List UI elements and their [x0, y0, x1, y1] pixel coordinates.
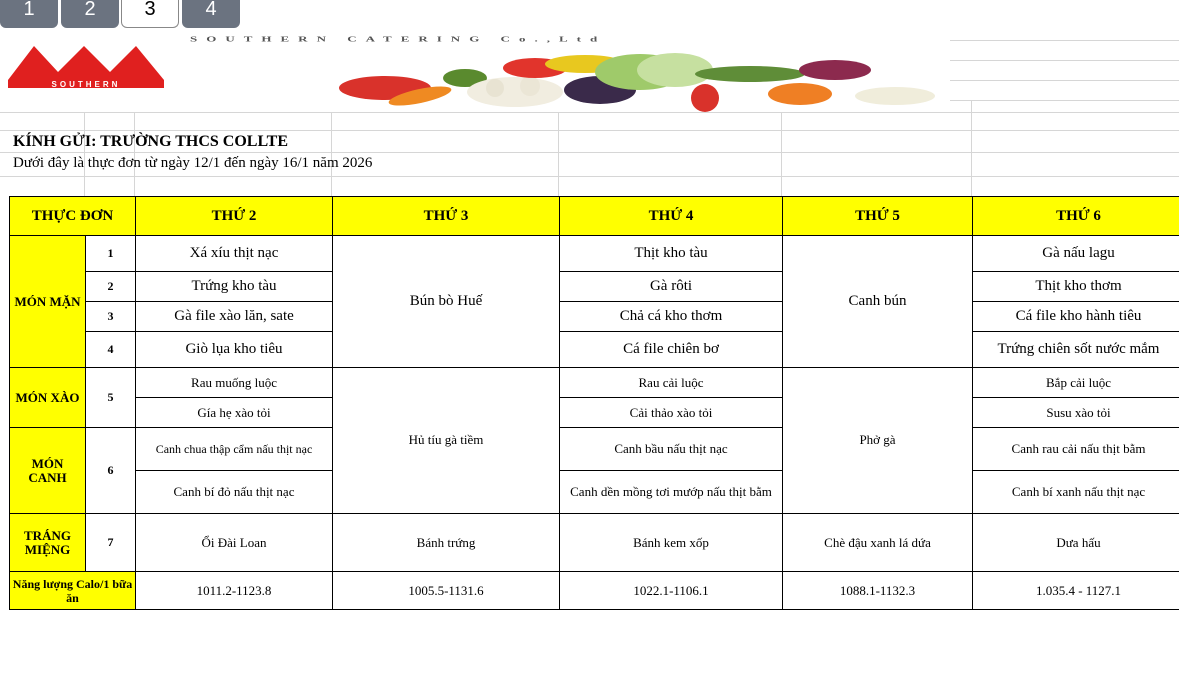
header-row — [10, 197, 1179, 236]
cell-thu2-man-2: Trứng kho tàu — [136, 272, 333, 302]
item-number: 3 — [86, 302, 136, 332]
category-trang-mieng: TRÁNG MIỆNG — [10, 514, 86, 572]
cell-thu2-calo: 1011.2-1123.8 — [136, 572, 333, 610]
cell-thu2-xao-2: Gía hẹ xào tỏi — [136, 398, 333, 428]
item-number: 5 — [86, 368, 136, 428]
cell-thu6-xao-2: Susu xào tỏi — [973, 398, 1179, 428]
cell-thu2-man-1: Xá xíu thịt nạc — [136, 236, 333, 272]
table-row — [10, 332, 1179, 368]
header-thu3: THỨ 3 — [333, 197, 560, 236]
weekly-menu-table — [9, 196, 1179, 610]
cell-thu6-man-3: Cá file kho hành tiêu — [973, 302, 1179, 332]
cell-thu4-man-2: Gà rôti — [560, 272, 783, 302]
table-row — [10, 272, 1179, 302]
cell-thu4-canh-2: Canh dền mồng tơi mướp nấu thịt bằm — [560, 471, 783, 514]
menu-date-range: Dưới đây là thực đơn từ ngày 12/1 đến ngày 16/1 năm 2026 — [13, 155, 373, 171]
table-row — [10, 302, 1179, 332]
sheet-tab-2[interactable]: 2 — [61, 0, 119, 28]
table-row — [10, 398, 1179, 428]
table-row — [10, 236, 1179, 272]
sheet-tab-4[interactable]: 4 — [182, 0, 240, 28]
cell-thu5-man: Canh bún — [783, 236, 973, 368]
company-name: SOUTHERN CATERING Co.,Ltd — [190, 36, 607, 44]
cell-thu6-man-4: Trứng chiên sốt nước mắm — [973, 332, 1179, 368]
cell-thu6-canh-2: Canh bí xanh nấu thịt nạc — [973, 471, 1179, 514]
item-number: 7 — [86, 514, 136, 572]
cell-thu4-calo: 1022.1-1106.1 — [560, 572, 783, 610]
cell-thu4-man-1: Thịt kho tàu — [560, 236, 783, 272]
table-row — [10, 428, 1179, 471]
sheet-tabs — [0, 0, 260, 30]
cell-thu3-trang-mieng: Bánh trứng — [333, 514, 560, 572]
cell-thu3-xao-canh: Hủ tíu gà tiềm — [333, 368, 560, 514]
recipient-heading: KÍNH GỬI: TRƯỜNG THCS COLLTE — [13, 133, 289, 150]
cell-thu6-man-1: Gà nấu lagu — [973, 236, 1179, 272]
southern-logo — [6, 42, 166, 88]
table-row — [10, 572, 1179, 610]
cell-thu6-trang-mieng: Dưa hấu — [973, 514, 1179, 572]
table-row — [10, 471, 1179, 514]
header-thu5: THỨ 5 — [783, 197, 973, 236]
cell-thu2-trang-mieng: Ổi Đài Loan — [136, 514, 333, 572]
table-row — [10, 514, 1179, 572]
logo-text: SOUTHERN — [51, 80, 121, 88]
table-row — [10, 368, 1179, 398]
cell-thu3-man: Bún bò Huế — [333, 236, 560, 368]
cell-thu2-xao-1: Rau muống luộc — [136, 368, 333, 398]
item-number: 1 — [86, 236, 136, 272]
item-number: 2 — [86, 272, 136, 302]
vegetables-banner-image — [330, 50, 950, 112]
cell-thu2-canh-1: Canh chua thập cẩm nấu thịt nạc — [136, 428, 333, 471]
header-thu2: THỨ 2 — [136, 197, 333, 236]
cell-thu2-man-3: Gà file xào lăn, sate — [136, 302, 333, 332]
cell-thu2-man-4: Giò lụa kho tiêu — [136, 332, 333, 368]
cell-thu2-canh-2: Canh bí đỏ nấu thịt nạc — [136, 471, 333, 514]
cell-thu5-xao-canh: Phở gà — [783, 368, 973, 514]
header-thu6: THỨ 6 — [973, 197, 1179, 236]
category-mon-man: MÓN MẶN — [10, 236, 86, 368]
category-mon-canh: MÓN CANH — [10, 428, 86, 514]
cell-thu6-canh-1: Canh rau cải nấu thịt bằm — [973, 428, 1179, 471]
cell-thu4-man-4: Cá file chiên bơ — [560, 332, 783, 368]
header-menu: THỰC ĐƠN — [10, 197, 136, 236]
sheet-tab-3[interactable]: 3 — [121, 0, 179, 28]
sheet-tab-1[interactable]: 1 — [0, 0, 58, 28]
cell-thu4-canh-1: Canh bầu nấu thịt nạc — [560, 428, 783, 471]
cell-thu4-trang-mieng: Bánh kem xốp — [560, 514, 783, 572]
cell-thu4-man-3: Chả cá kho thơm — [560, 302, 783, 332]
cell-thu4-xao-1: Rau cải luộc — [560, 368, 783, 398]
cell-thu6-man-2: Thịt kho thơm — [973, 272, 1179, 302]
header-thu4: THỨ 4 — [560, 197, 783, 236]
cell-thu6-calo: 1.035.4 - 1127.1 — [973, 572, 1179, 610]
cell-thu3-calo: 1005.5-1131.6 — [333, 572, 560, 610]
cell-thu4-xao-2: Cải thảo xào tỏi — [560, 398, 783, 428]
item-number: 4 — [86, 332, 136, 368]
cell-thu6-xao-1: Bắp cải luộc — [973, 368, 1179, 398]
category-nang-luong: Năng lượng Calo/1 bữa ăn — [10, 572, 136, 610]
cell-thu5-trang-mieng: Chè đậu xanh lá dứa — [783, 514, 973, 572]
cell-thu5-calo: 1088.1-1132.3 — [783, 572, 973, 610]
category-mon-xao: MÓN XÀO — [10, 368, 86, 428]
item-number: 6 — [86, 428, 136, 514]
